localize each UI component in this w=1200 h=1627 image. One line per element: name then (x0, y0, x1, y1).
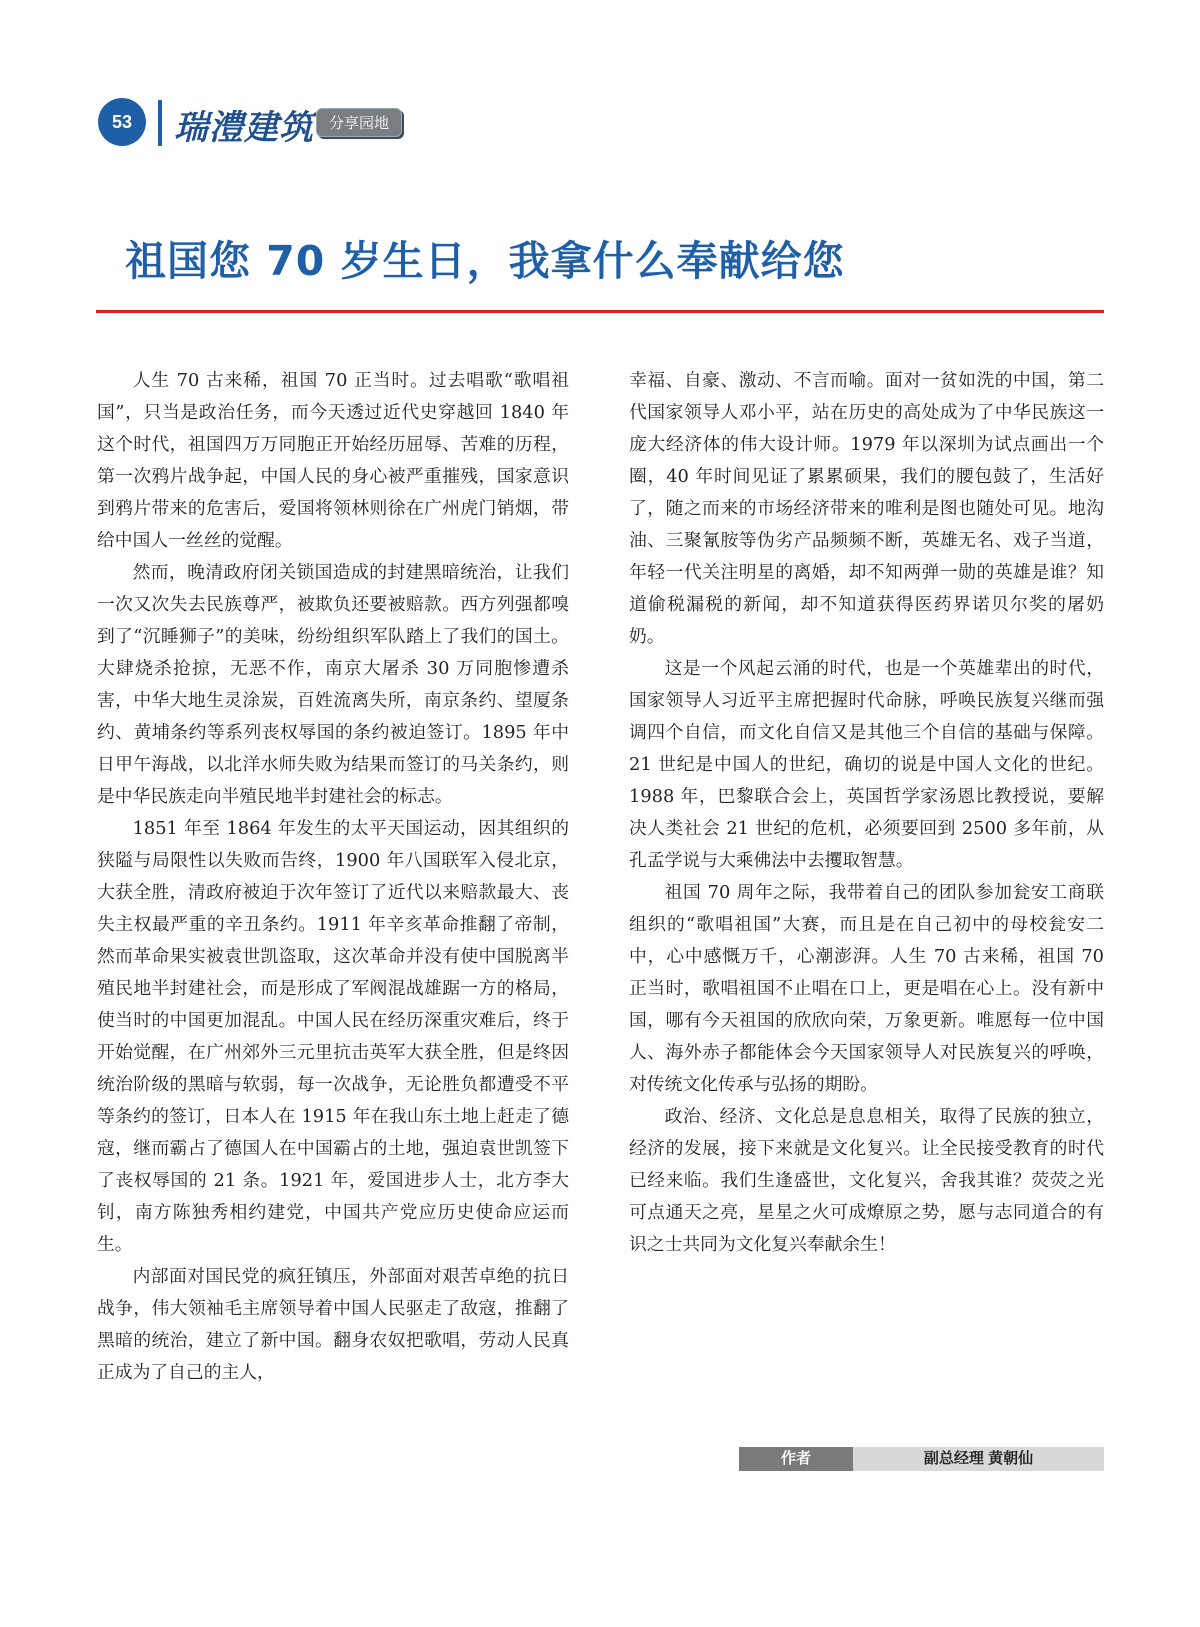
author-label: 作者 (739, 1447, 853, 1471)
title-divider (96, 310, 1104, 313)
page-number-badge: 53 (98, 98, 146, 146)
header-divider (158, 100, 162, 146)
right-column (629, 365, 1104, 1261)
paragraph: 政治、经济、文化总是息息相关，取得了民族的独立，经济的发展，接下来就是文化复兴。让全民接受教育的时代已经来临。我们生逢盛世，文化复兴，舍我其谁？荧荧之光可点通天之亮，星星之火可成燎原之势，愿与志同道合的有识之士共同为文化复兴奉献余生！ (629, 1106, 1104, 1255)
section-tag: 分享园地 (316, 108, 402, 137)
paragraph: 祖国 70 周年之际，我带着自己的团队参加瓮安工商联组织的“歌唱祖国”大赛，而且是在自己初中的母校瓮安二中，心中感慨万千，心潮澎湃。人生 70 古来稀，祖国 70 正当时，歌唱祖国不止唱在口上，更是唱在心上。没有新中国，哪有今天祖国的欣欣向荣，万象更新。唯愿每一位中国人、海外赤子都能体会今天国家领导人对民族复兴的呼唤，对传统文化传承与弘扬的期盼。 (629, 882, 1104, 1095)
paragraph: 1851 年至 1864 年发生的太平天国运动，因其组织的狭隘与局限性以失败而告终，1900 年八国联军入侵北京，大获全胜，清政府被迫于次年签订了近代以来赔款最大、丧失主权最严重的辛丑条约。1911 年辛亥革命推翻了帝制，然而革命果实被袁世凯盗取，这次革命并没有使中国脱离半殖民地半封建社会，而是形成了军阀混战雄踞一方的格局，使当时的中国更加混乱。中国人民在经历深重灾难后，终于开始觉醒，在广州郊外三元里抗击英军大获全胜，但是终因统治阶级的黑暗与软弱，每一次战争，无论胜负都遭受不平等条约的签订，日本人在 1915 年在我山东土地上赶走了德寇，继而霸占了德国人在中国霸占的土地，强迫袁世凯签下了丧权辱国的 21 条。1921 年，爱国进步人士，北方李大钊，南方陈独秀相约建党，中国共产党应历史使命应运而生。 (97, 818, 569, 1255)
article-title: 祖国您 70 岁生日，我拿什么奉献给您 (125, 237, 845, 285)
author-name: 副总经理 黄朝仙 (853, 1447, 1104, 1471)
left-column (97, 365, 569, 1389)
author-bar (739, 1447, 1104, 1471)
paragraph-continued: 幸福、自豪、激动、不言而喻。面对一贫如洗的中国，第二代国家领导人邓小平，站在历史的高处成为了中华民族这一庞大经济体的伟大设计师。1979 年以深圳为试点画出一个圈，40 年时间见证了累累硕果，我们的腰包鼓了，生活好了，随之而来的市场经济带来的唯利是图也随处可见。地沟油、三聚氰胺等伪劣产品频频不断，英雄无名、戏子当道，年轻一代关注明星的离婚，却不知两弹一勋的英雄是谁？知道偷税漏税的新闻，却不知道获得医药界诺贝尔奖的屠奶奶。 (629, 370, 1104, 647)
publication-logo: 瑞澧建筑 (174, 108, 314, 148)
paragraph: 内部面对国民党的疯狂镇压，外部面对艰苦卓绝的抗日战争，伟大领袖毛主席领导着中国人民驱走了敌寇，推翻了黑暗的统治，建立了新中国。翻身农奴把歌唱，劳动人民真正成为了自己的主人， (97, 1266, 569, 1383)
paragraph: 这是一个风起云涌的时代，也是一个英雄辈出的时代，国家领导人习近平主席把握时代命脉，呼唤民族复兴继而强调四个自信，而文化自信又是其他三个自信的基础与保障。21 世纪是中国人的世纪，确切的说是中国人文化的世纪。1988 年，巴黎联合会上，英国哲学家汤恩比教授说，要解决人类社会 21 世纪的危机，必须要回到 2500 多年前，从孔孟学说与大乘佛法中去攫取智慧。 (629, 658, 1104, 871)
paragraph: 人生 70 古来稀，祖国 70 正当时。过去唱歌“歌唱祖国”，只当是政治任务，而今天透过近代史穿越回 1840 年这个时代，祖国四万万同胞正开始经历屈辱、苦难的历程，第一次鸦片战争起，中国人民的身心被严重摧残，国家意识到鸦片带来的危害后，爱国将领林则徐在广州虎门销烟，带给中国人一丝丝的觉醒。 (97, 370, 569, 551)
paragraph: 然而，晚清政府闭关锁国造成的封建黑暗统治，让我们一次又次失去民族尊严，被欺负还要被赔款。西方列强都嗅到了“沉睡狮子”的美味，纷纷组织军队踏上了我们的国土。大肆烧杀抢掠，无恶不作，南京大屠杀 30 万同胞惨遭杀害，中华大地生灵涂炭，百姓流离失所，南京条约、望厦条约、黄埔条约等系列丧权辱国的条约被迫签订。1895 年中日甲午海战，以北洋水师失败为结果而签订的马关条约，则是中华民族走向半殖民地半封建社会的标志。 (97, 562, 569, 807)
